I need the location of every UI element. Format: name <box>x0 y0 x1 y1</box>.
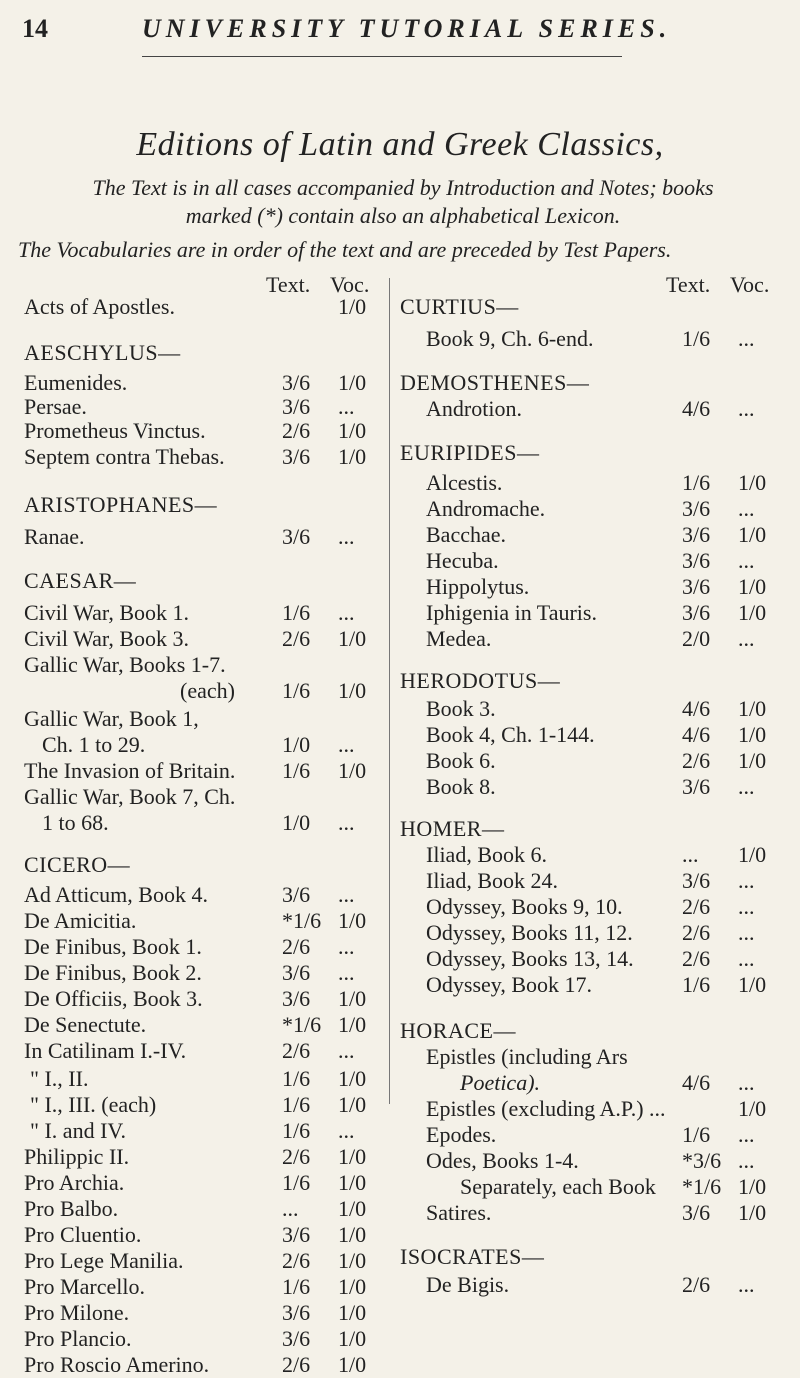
title-entry <box>24 986 388 1012</box>
entry-title: " I., III. (each) <box>30 1092 157 1117</box>
vocabulary-price: ... <box>738 774 755 799</box>
entry-title: De Amicitia. <box>24 908 137 933</box>
text-price: ... <box>682 842 699 867</box>
author-heading <box>400 440 788 466</box>
entry-title: Book 8. <box>426 774 496 799</box>
entry-title: ARISTOPHANES— <box>24 492 218 517</box>
entry-title: Odyssey, Books 13, 14. <box>426 946 634 971</box>
vocabulary-price: 1/0 <box>338 1248 367 1273</box>
text-price: 4/6 <box>682 722 711 747</box>
entry-title: Alcestis. <box>426 470 503 495</box>
vocabulary-price: ... <box>738 946 755 971</box>
title-entry <box>24 1012 388 1038</box>
title-entry <box>400 774 788 800</box>
entry-title: Ranae. <box>24 524 85 549</box>
vocabulary-price: ... <box>738 1272 755 1297</box>
entry-title: Eumenides. <box>24 370 128 395</box>
vocabulary-price: ... <box>338 1118 355 1143</box>
text-price: *3/6 <box>682 1148 722 1173</box>
text-price: 3/6 <box>682 574 711 599</box>
title-entry <box>24 960 388 986</box>
title-entry <box>24 810 388 836</box>
entry-title: Pro Marcello. <box>24 1274 145 1299</box>
title-entry <box>400 868 788 894</box>
text-price: 2/6 <box>682 920 711 945</box>
entry-title: Pro Plancio. <box>24 1326 132 1351</box>
text-price-header: Text. <box>666 272 711 297</box>
title-entry <box>400 972 788 998</box>
title-entry <box>24 394 388 420</box>
title-entry <box>24 758 388 784</box>
title-entry <box>400 748 788 774</box>
vocabulary-price: 1/0 <box>738 600 767 625</box>
entry-title: EURIPIDES— <box>400 440 540 465</box>
title-entry <box>24 706 388 732</box>
entry-title: Pro Roscio Amerino. <box>24 1352 210 1377</box>
title-entry <box>400 722 788 748</box>
text-price: 1/0 <box>282 810 311 835</box>
title-entry <box>24 1274 388 1300</box>
entry-title: Medea. <box>426 626 492 651</box>
series-title: UNIVERSITY TUTORIAL SERIES. <box>142 14 672 43</box>
vocabulary-price: ... <box>338 1038 355 1063</box>
text-price: 1/6 <box>682 1122 711 1147</box>
entry-title: Persae. <box>24 394 87 419</box>
entry-title: Iliad, Book 6. <box>426 842 547 867</box>
vocabulary-price: 1/0 <box>738 696 767 721</box>
vocabulary-price: ... <box>738 1070 755 1095</box>
title-entry <box>400 600 788 626</box>
title-entry <box>400 894 788 920</box>
vocabulary-price: 1/0 <box>338 986 367 1011</box>
entry-title: The Invasion of Britain. <box>24 758 236 783</box>
entry-title: CICERO— <box>24 852 131 877</box>
author-heading <box>400 668 788 694</box>
title-entry <box>24 882 388 908</box>
title-entry <box>400 946 788 972</box>
vocabulary-price: 1/0 <box>338 1066 367 1091</box>
page-number: 14 <box>22 14 48 43</box>
entry-title: CURTIUS— <box>400 294 519 319</box>
text-price: 3/6 <box>682 522 711 547</box>
title-entry <box>24 1248 388 1274</box>
vocabulary-price: 1/0 <box>338 1092 367 1117</box>
intro-line-1: The Text is in all cases accompanied by Introduction and Notes; books <box>92 175 714 200</box>
text-price: 1/6 <box>282 758 311 783</box>
title-entry <box>400 696 788 722</box>
entry-title: Epodes. <box>426 1122 497 1147</box>
entry-title: Iliad, Book 24. <box>426 868 558 893</box>
text-price: 1/6 <box>282 1066 311 1091</box>
text-price: 3/6 <box>282 1300 311 1325</box>
text-price: *1/6 <box>682 1174 722 1199</box>
vocabulary-price: 1/0 <box>338 444 367 469</box>
vocabulary-price: ... <box>338 810 355 835</box>
title-entry <box>400 1272 788 1298</box>
title-entry <box>24 1092 388 1118</box>
entry-title: 1 to 68. <box>42 810 109 835</box>
vocabulary-price: 1/0 <box>738 470 767 495</box>
entry-title: HOMER— <box>400 816 505 841</box>
text-price: 1/6 <box>682 470 711 495</box>
text-price: 3/6 <box>682 774 711 799</box>
vocabulary-price: 1/0 <box>338 418 367 443</box>
vocabulary-price: ... <box>338 600 355 625</box>
title-entry <box>24 678 388 704</box>
entry-title: AESCHYLUS— <box>24 340 181 365</box>
title-entry <box>400 574 788 600</box>
text-price: 2/6 <box>682 1272 711 1297</box>
title-entry <box>24 1352 388 1378</box>
vocabulary-price: 1/0 <box>338 1352 367 1377</box>
entry-title: Gallic War, Book 1, <box>24 706 199 731</box>
text-price: 3/6 <box>682 868 711 893</box>
vocabulary-price: ... <box>738 920 755 945</box>
entry-title: Pro Lege Manilia. <box>24 1248 184 1273</box>
vocabulary-price: 1/0 <box>738 1174 767 1199</box>
vocabulary-price: ... <box>738 894 755 919</box>
vocabulary-price: 1/0 <box>738 722 767 747</box>
entry-title: Pro Balbo. <box>24 1196 119 1221</box>
entry-title: Hippolytus. <box>426 574 530 599</box>
text-price: 3/6 <box>282 394 311 419</box>
title-entry <box>24 524 388 550</box>
text-price: 2/6 <box>282 626 311 651</box>
title-entry <box>24 294 388 320</box>
text-price: 2/6 <box>282 1352 311 1377</box>
title-entry <box>400 470 788 496</box>
text-price: 2/6 <box>282 1144 311 1169</box>
text-price: 2/6 <box>282 1038 311 1063</box>
title-entry <box>400 1122 788 1148</box>
text-price: 3/6 <box>682 1200 711 1225</box>
vocabulary-price: ... <box>738 496 755 521</box>
title-entry <box>24 784 388 810</box>
text-price: 1/6 <box>282 1092 311 1117</box>
text-price: ... <box>282 1196 299 1221</box>
vocabulary-price: 1/0 <box>338 1300 367 1325</box>
entry-title: DEMOSTHENES— <box>400 370 590 395</box>
title-entry <box>24 1066 388 1092</box>
text-price: 3/6 <box>282 960 311 985</box>
title-entry <box>24 908 388 934</box>
text-price: 3/6 <box>282 986 311 1011</box>
title-entry <box>400 842 788 868</box>
vocabulary-price: ... <box>738 868 755 893</box>
text-price: 1/6 <box>282 1170 311 1195</box>
page-heading: Editions of Latin and Greek Classics, <box>136 126 664 163</box>
vocabulary-price: 1/0 <box>738 972 767 997</box>
entry-title: HERODOTUS— <box>400 668 561 693</box>
title-entry <box>24 1196 388 1222</box>
entry-title: De Finibus, Book 1. <box>24 934 202 959</box>
vocabulary-price: 1/0 <box>338 626 367 651</box>
vocabulary-price: ... <box>738 396 755 421</box>
vocabulary-price: 1/0 <box>338 294 367 319</box>
entry-title: De Senectute. <box>24 1012 147 1037</box>
text-price: 1/0 <box>282 732 311 757</box>
title-entry <box>24 1300 388 1326</box>
text-price: 3/6 <box>282 524 311 549</box>
text-price: 1/6 <box>282 1274 311 1299</box>
entry-title: Pro Archia. <box>24 1170 125 1195</box>
entry-title: CAESAR— <box>24 568 137 593</box>
entry-title: De Finibus, Book 2. <box>24 960 202 985</box>
entry-title: In Catilinam I.-IV. <box>24 1038 187 1063</box>
author-heading <box>400 816 788 842</box>
header-rule <box>142 56 622 57</box>
title-entry <box>400 1200 788 1226</box>
title-entry <box>24 600 388 626</box>
entry-title: Andromache. <box>426 496 546 521</box>
text-price: 2/6 <box>282 1248 311 1273</box>
title-entry <box>24 1326 388 1352</box>
entry-title: Androtion. <box>426 396 522 421</box>
entry-title: Hecuba. <box>426 548 499 573</box>
text-price: 1/6 <box>682 326 711 351</box>
vocabulary-price: ... <box>738 326 755 351</box>
entry-title: Poetica). <box>460 1070 541 1095</box>
text-price: 2/6 <box>682 748 711 773</box>
entry-title: Satires. <box>426 1200 492 1225</box>
text-price: 3/6 <box>282 1222 311 1247</box>
vocabulary-price: ... <box>338 882 355 907</box>
title-entry <box>400 626 788 652</box>
entry-title: Book 3. <box>426 696 496 721</box>
text-price: *1/6 <box>282 1012 322 1037</box>
title-entry <box>24 1170 388 1196</box>
author-heading <box>24 568 388 594</box>
text-price: 3/6 <box>682 600 711 625</box>
vocabulary-price: 1/0 <box>338 908 367 933</box>
vocabulary-price: 1/0 <box>338 1170 367 1195</box>
text-price: 3/6 <box>682 496 711 521</box>
vocabulary-price: 1/0 <box>738 842 767 867</box>
entry-title: Bacchae. <box>426 522 506 547</box>
entry-title: HORACE— <box>400 1018 516 1043</box>
text-price: 2/6 <box>282 418 311 443</box>
author-heading <box>24 492 388 518</box>
vocabulary-price: 1/0 <box>738 1096 767 1121</box>
title-entry <box>24 1038 388 1064</box>
author-heading <box>24 340 388 366</box>
vocabulary-price: 1/0 <box>738 1200 767 1225</box>
title-entry <box>400 496 788 522</box>
vocabulary-price: ... <box>738 626 755 651</box>
entry-title: Civil War, Book 3. <box>24 626 189 651</box>
title-entry <box>24 1118 388 1144</box>
entry-title: Book 6. <box>426 748 496 773</box>
entry-title: Pro Cluentio. <box>24 1222 142 1247</box>
vocabulary-price-header: Voc. <box>330 272 370 297</box>
text-price: 3/6 <box>282 370 311 395</box>
entry-title: (each) <box>180 678 235 703</box>
title-entry <box>24 652 388 678</box>
title-entry <box>400 920 788 946</box>
vocabulary-price: 1/0 <box>338 758 367 783</box>
vocabulary-price: 1/0 <box>738 574 767 599</box>
vocabulary-price: ... <box>338 394 355 419</box>
author-heading <box>24 852 388 878</box>
entry-title: Odyssey, Books 11, 12. <box>426 920 633 945</box>
text-price: *1/6 <box>282 908 322 933</box>
title-entry <box>24 934 388 960</box>
author-heading <box>400 1018 788 1044</box>
title-entry <box>24 444 388 470</box>
entry-title: Odes, Books 1-4. <box>426 1148 579 1173</box>
entry-title: Ad Atticum, Book 4. <box>24 882 208 907</box>
text-price: 4/6 <box>682 696 711 721</box>
title-entry <box>24 732 388 758</box>
entry-title: Civil War, Book 1. <box>24 600 189 625</box>
vocabulary-price: 1/0 <box>338 1274 367 1299</box>
entry-title: Epistles (excluding A.P.) ... <box>426 1096 666 1121</box>
title-entry <box>24 418 388 444</box>
vocabulary-price: ... <box>338 934 355 959</box>
entry-title: Book 4, Ch. 1-144. <box>426 722 595 747</box>
entry-title: ISOCRATES— <box>400 1244 545 1269</box>
title-entry <box>400 548 788 574</box>
running-header <box>22 14 782 48</box>
entry-title: Philippic II. <box>24 1144 130 1169</box>
vocabulary-price: ... <box>338 732 355 757</box>
title-entry <box>400 522 788 548</box>
text-price: 3/6 <box>282 1326 311 1351</box>
text-price: 3/6 <box>282 882 311 907</box>
text-price: 4/6 <box>682 396 711 421</box>
intro-line-2: marked (*) contain also an alphabetical Lexicon. <box>185 203 621 228</box>
text-price: 3/6 <box>682 548 711 573</box>
title-entry <box>400 1148 788 1174</box>
entry-title: Book 9, Ch. 6-end. <box>426 326 594 351</box>
column-divider <box>389 278 390 1104</box>
vocabulary-price: ... <box>338 960 355 985</box>
entry-title: Gallic War, Books 1-7. <box>24 652 226 677</box>
title-entry <box>24 626 388 652</box>
entry-title: Separately, each Book <box>460 1174 656 1199</box>
entry-title: Prometheus Vinctus. <box>24 418 206 443</box>
vocabulary-price: ... <box>738 1122 755 1147</box>
entry-title: Iphigenia in Tauris. <box>426 600 597 625</box>
text-price: 2/0 <box>682 626 711 651</box>
entry-title: De Bigis. <box>426 1272 510 1297</box>
entry-title: " I. and IV. <box>30 1118 126 1143</box>
vocabulary-price: 1/0 <box>338 1144 367 1169</box>
text-price: 3/6 <box>282 444 311 469</box>
title-entry <box>24 1222 388 1248</box>
vocabulary-price: 1/0 <box>338 1196 367 1221</box>
entry-title: De Officiis, Book 3. <box>24 986 203 1011</box>
title-entry <box>400 1174 788 1200</box>
entry-title: Ch. 1 to 29. <box>42 732 146 757</box>
entry-title: Acts of Apostles. <box>24 294 175 319</box>
text-price: 2/6 <box>682 946 711 971</box>
text-price: 1/6 <box>682 972 711 997</box>
title-entry <box>400 326 788 352</box>
intro-line-3: The Vocabularies are in order of the text and are preceded by Test Papers. <box>18 237 672 262</box>
title-entry <box>400 1070 788 1096</box>
title-entry <box>400 1096 788 1122</box>
entry-title: Odyssey, Book 17. <box>426 972 593 997</box>
vocabulary-price: ... <box>338 524 355 549</box>
text-price: 1/6 <box>282 1118 311 1143</box>
entry-title: Pro Milone. <box>24 1300 130 1325</box>
vocabulary-price: 1/0 <box>338 370 367 395</box>
text-price: 4/6 <box>682 1070 711 1095</box>
text-price: 1/6 <box>282 678 311 703</box>
text-price: 2/6 <box>282 934 311 959</box>
title-entry <box>24 1144 388 1170</box>
text-price-header: Text. <box>266 272 311 297</box>
vocabulary-price: 1/0 <box>738 748 767 773</box>
author-heading <box>400 1244 788 1270</box>
vocabulary-price: 1/0 <box>738 522 767 547</box>
author-heading <box>400 294 788 320</box>
author-heading <box>400 370 788 396</box>
entry-title: Epistles (including Ars <box>426 1044 628 1069</box>
vocabulary-price: 1/0 <box>338 678 367 703</box>
title-entry <box>24 370 388 396</box>
entry-title: Gallic War, Book 7, Ch. <box>24 784 236 809</box>
entry-title: Odyssey, Books 9, 10. <box>426 894 623 919</box>
title-entry <box>400 1044 788 1070</box>
vocabulary-price: 1/0 <box>338 1222 367 1247</box>
text-price: 1/6 <box>282 600 311 625</box>
vocabulary-price-header: Voc. <box>730 272 770 297</box>
vocabulary-price: ... <box>738 548 755 573</box>
entry-title: Septem contra Thebas. <box>24 444 225 469</box>
vocabulary-price: 1/0 <box>338 1012 367 1037</box>
entry-title: " I., II. <box>30 1066 89 1091</box>
vocabulary-price: 1/0 <box>338 1326 367 1351</box>
vocabulary-price: ... <box>738 1148 755 1173</box>
title-entry <box>400 396 788 422</box>
text-price: 2/6 <box>682 894 711 919</box>
